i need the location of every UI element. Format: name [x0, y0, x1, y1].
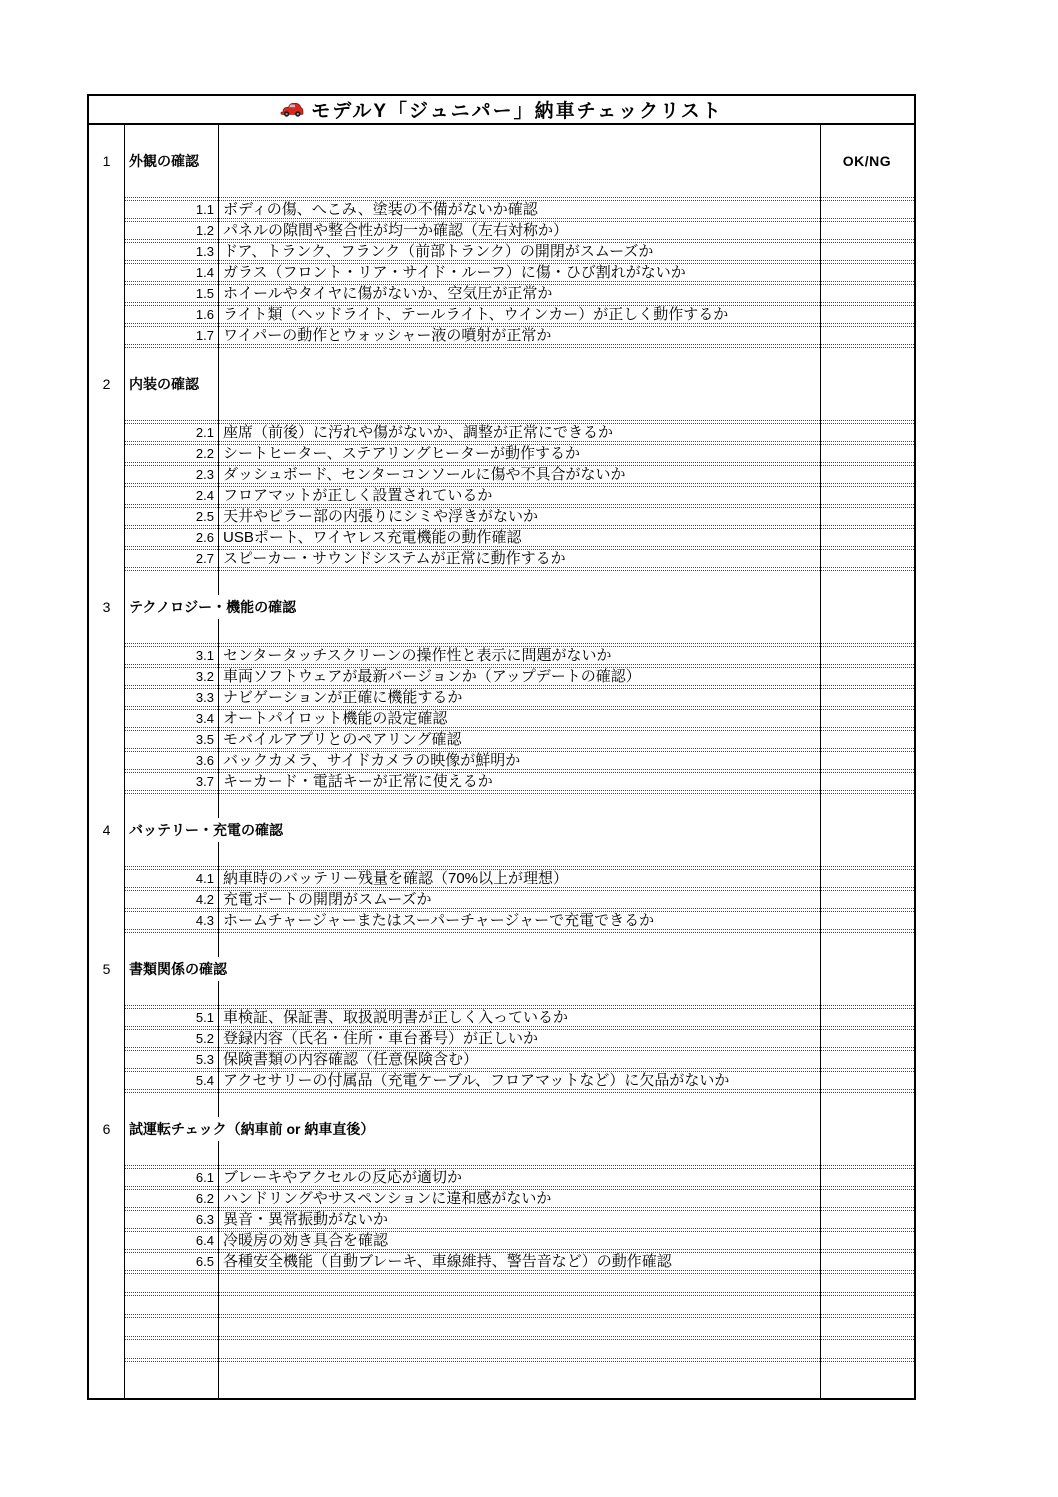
checklist-item-row [89, 285, 914, 302]
item-number: 3.1 [195, 648, 214, 663]
red-car-icon [280, 102, 304, 118]
result-header [820, 794, 914, 866]
checklist-item-row [89, 1190, 914, 1207]
item-text: アクセサリーの付属品（充電ケーブル、フロアマットなど）に欠品がないか [223, 1072, 730, 1089]
result-cell [820, 752, 914, 769]
item-text: バックカメラ、サイドカメラの映像が鮮明か [223, 752, 521, 769]
item-text: ナビゲーションが正確に機能するか [223, 689, 463, 706]
result-cell [820, 264, 914, 281]
item-text: フロアマットが正しく設置されているか [223, 487, 493, 504]
result-cell [820, 870, 914, 887]
checklist-title: モデルY「ジュニパー」納車チェックリスト [311, 101, 723, 122]
checklist-item-row [89, 327, 914, 344]
checklist-item-row [89, 891, 914, 908]
row-gutter [89, 264, 124, 281]
item-text: キーカード・電話キーが正常に使えるか [223, 773, 493, 790]
item-number: 5.2 [195, 1031, 214, 1046]
item-text: ボディの傷、へこみ、塗装の不備がないか確認 [223, 201, 538, 218]
checklist-item-row [89, 1009, 914, 1026]
checklist-item-row [89, 1072, 914, 1089]
item-text: USBポート、ワイヤレス充電機能の動作確認 [223, 529, 522, 546]
item-text: 座席（前後）に汚れや傷がないか、調整が正常にできるか [223, 424, 614, 441]
section-title: バッテリー・充電の確認 [129, 818, 290, 842]
item-text: ダッシュボード、センターコンソールに傷や不具合がないか [223, 466, 626, 483]
item-number: 1.2 [195, 223, 214, 238]
section-title-cell [124, 933, 820, 1005]
result-cell [820, 201, 914, 218]
row-gutter [89, 689, 124, 706]
item-text: スピーカー・サウンドシステムが正常に動作するか [223, 550, 566, 567]
checklist-sheet [87, 94, 916, 1400]
result-cell [820, 529, 914, 546]
item-number: 2.6 [195, 530, 214, 545]
item-text: 納車時のバッテリー残量を確認（70%以上が理想） [223, 870, 569, 887]
result-cell [820, 1009, 914, 1026]
checklist-item-row [89, 1232, 914, 1249]
item-number: 5.4 [195, 1073, 214, 1088]
row-gutter [89, 668, 124, 685]
item-number: 6.4 [195, 1233, 214, 1248]
empty-row [89, 1274, 914, 1292]
checklist-item-row [89, 306, 914, 323]
row-gutter [89, 870, 124, 887]
title-row [89, 96, 914, 125]
item-text: ブレーキやアクセルの反応が適切か [223, 1169, 462, 1186]
result-cell [820, 1190, 914, 1207]
checklist-item-row [89, 1051, 914, 1068]
row-gutter [89, 508, 124, 525]
result-header [820, 348, 914, 420]
result-header: OK/NG [842, 153, 892, 169]
item-number: 1.4 [195, 265, 214, 280]
row-gutter [89, 550, 124, 567]
result-cell [820, 1253, 914, 1270]
item-number: 2.2 [195, 446, 214, 461]
checklist-item-row [89, 508, 914, 525]
result-cell [820, 306, 914, 323]
checklist-item-row [89, 710, 914, 727]
section-header-row [89, 348, 914, 420]
checklist-item-row [89, 647, 914, 664]
result-cell [820, 550, 914, 567]
item-number: 1.6 [195, 307, 214, 322]
item-number: 1.3 [195, 244, 214, 259]
section-number: 5 [102, 961, 111, 977]
result-cell [820, 1232, 914, 1249]
item-number: 2.5 [195, 509, 214, 524]
checklist-item-row [89, 870, 914, 887]
item-number: 3.6 [195, 753, 214, 768]
item-number: 3.5 [195, 732, 214, 747]
row-gutter [89, 445, 124, 462]
result-header [820, 1093, 914, 1165]
item-text: 登録内容（氏名・住所・車台番号）が正しいか [223, 1030, 539, 1047]
row-gutter [89, 752, 124, 769]
result-cell [820, 327, 914, 344]
row-gutter [89, 1169, 124, 1186]
checklist-item-row [89, 487, 914, 504]
result-cell [820, 222, 914, 239]
result-cell [820, 1030, 914, 1047]
item-number: 3.3 [195, 690, 214, 705]
empty-row [89, 1362, 914, 1398]
section-title: 内装の確認 [129, 372, 206, 396]
result-cell [820, 710, 914, 727]
row-gutter [89, 1190, 124, 1207]
row-gutter [89, 710, 124, 727]
column-divider-b-c [218, 125, 219, 1398]
row-gutter [89, 891, 124, 908]
row-gutter [89, 466, 124, 483]
checklist-item-row [89, 912, 914, 929]
section-number: 2 [102, 376, 111, 392]
row-gutter [89, 201, 124, 218]
result-cell [820, 773, 914, 790]
item-number: 1.7 [195, 328, 214, 343]
result-cell [820, 1072, 914, 1089]
item-text: オートパイロット機能の設定確認 [223, 710, 448, 727]
result-cell [820, 285, 914, 302]
item-text: ホイールやタイヤに傷がないか、空気圧が正常か [223, 285, 553, 302]
section-header-row [89, 1093, 914, 1165]
checklist-item-row [89, 529, 914, 546]
checklist-grid [89, 125, 914, 1398]
row-gutter [89, 327, 124, 344]
item-number: 6.5 [195, 1254, 214, 1269]
result-cell [820, 891, 914, 908]
row-gutter [89, 1232, 124, 1249]
result-cell [820, 668, 914, 685]
row-gutter [89, 424, 124, 441]
row-gutter [89, 243, 124, 260]
result-cell [820, 508, 914, 525]
row-gutter [89, 306, 124, 323]
checklist-item-row [89, 222, 914, 239]
section-header-row [89, 571, 914, 643]
item-number: 6.2 [195, 1191, 214, 1206]
section-title: 書類関係の確認 [129, 957, 234, 981]
item-text: 保険書類の内容確認（任意保険含む） [223, 1051, 479, 1068]
item-number: 5.1 [195, 1010, 214, 1025]
row-gutter [89, 1253, 124, 1270]
section-title: テクノロジー・機能の確認 [129, 595, 303, 619]
result-cell [820, 466, 914, 483]
item-number: 5.3 [195, 1052, 214, 1067]
item-text: ドア、トランク、フランク（前部トランク）の開閉がスムーズか [223, 243, 654, 260]
item-text: 冷暖房の効き具合を確認 [223, 1232, 389, 1249]
row-gutter [89, 773, 124, 790]
result-cell [820, 647, 914, 664]
item-number: 1.1 [195, 202, 214, 217]
row-gutter [89, 731, 124, 748]
row-gutter [89, 1072, 124, 1089]
item-number: 4.3 [195, 913, 214, 928]
item-number: 3.2 [195, 669, 214, 684]
row-gutter [89, 222, 124, 239]
item-text: モバイルアプリとのペアリング確認 [223, 731, 462, 748]
checklist-item-row [89, 1169, 914, 1186]
result-cell [820, 1211, 914, 1228]
result-cell [820, 1051, 914, 1068]
checklist-item-row [89, 243, 914, 260]
item-text: ワイパーの動作とウォッシャー液の噴射が正常か [223, 327, 552, 344]
row-gutter [89, 1211, 124, 1228]
item-text: ホームチャージャーまたはスーパーチャージャーで充電できるか [223, 912, 655, 929]
column-divider-a-b [124, 125, 125, 1398]
item-text: ガラス（フロント・リア・サイド・ルーフ）に傷・ひび割れがないか [223, 264, 686, 281]
section-title-cell [124, 348, 820, 420]
result-cell [820, 445, 914, 462]
row-gutter [89, 285, 124, 302]
result-cell [820, 912, 914, 929]
item-number: 4.2 [195, 892, 214, 907]
item-number: 1.5 [195, 286, 214, 301]
checklist-item-row [89, 773, 914, 790]
checklist-item-row [89, 668, 914, 685]
result-cell [820, 487, 914, 504]
section-number: 4 [102, 822, 111, 838]
item-number: 2.4 [195, 488, 214, 503]
item-number: 3.7 [195, 774, 214, 789]
checklist-item-row [89, 466, 914, 483]
result-header [820, 933, 914, 1005]
row-gutter [89, 529, 124, 546]
item-text: ライト類（ヘッドライト、テールライト、ウインカー）が正しく動作するか [223, 306, 729, 323]
row-gutter [89, 487, 124, 504]
item-text: シートヒーター、ステアリングヒーターが動作するか [223, 445, 581, 462]
item-number: 6.3 [195, 1212, 214, 1227]
row-gutter [89, 1051, 124, 1068]
section-title-cell [124, 1093, 820, 1165]
empty-row [89, 1318, 914, 1336]
section-number: 3 [102, 599, 111, 615]
section-title: 試運転チェック（納車前 or 納車直後） [129, 1117, 381, 1141]
item-text: 各種安全機能（自動ブレーキ、車線維持、警告音など）の動作確認 [223, 1253, 672, 1270]
item-text: 車検証、保証書、取扱説明書が正しく入っているか [223, 1009, 569, 1026]
result-cell [820, 243, 914, 260]
section-header-row [89, 125, 914, 197]
result-cell [820, 689, 914, 706]
result-header [820, 571, 914, 643]
empty-row [89, 1340, 914, 1358]
checklist-item-row [89, 201, 914, 218]
item-text: パネルの隙間や整合性が均一か確認（左右対称か） [223, 222, 569, 239]
section-title-cell [124, 571, 820, 643]
row-gutter [89, 1030, 124, 1047]
checklist-item-row [89, 424, 914, 441]
checklist-item-row [89, 752, 914, 769]
item-number: 2.3 [195, 467, 214, 482]
item-number: 4.1 [195, 871, 214, 886]
checklist-item-row [89, 264, 914, 281]
item-number: 2.7 [195, 551, 214, 566]
item-text: ハンドリングやサスペンションに違和感がないか [223, 1190, 552, 1207]
empty-row [89, 1296, 914, 1314]
item-number: 2.1 [195, 425, 214, 440]
column-divider-c-d [820, 125, 821, 1398]
row-gutter [89, 1009, 124, 1026]
item-number: 3.4 [195, 711, 214, 726]
checklist-item-row [89, 1253, 914, 1270]
result-cell [820, 731, 914, 748]
row-gutter [89, 647, 124, 664]
item-number: 6.1 [195, 1170, 214, 1185]
section-number: 6 [102, 1121, 111, 1137]
item-text: 車両ソフトウェアが最新バージョンか（アップデートの確認） [223, 668, 641, 685]
section-header-row [89, 933, 914, 1005]
result-cell [820, 1169, 914, 1186]
item-text: 充電ポートの開閉がスムーズか [223, 891, 432, 908]
item-text: 天井やピラー部の内張りにシミや浮きがないか [223, 508, 539, 525]
checklist-item-row [89, 1030, 914, 1047]
checklist-item-row [89, 445, 914, 462]
section-number: 1 [102, 153, 111, 169]
checklist-item-row [89, 550, 914, 567]
checklist-item-row [89, 1211, 914, 1228]
item-text: 異音・異常振動がないか [223, 1211, 389, 1228]
checklist-item-row [89, 731, 914, 748]
result-cell [820, 424, 914, 441]
section-title-cell [124, 794, 820, 866]
row-gutter [89, 912, 124, 929]
section-title-cell [124, 125, 820, 197]
checklist-item-row [89, 689, 914, 706]
item-text: センタータッチスクリーンの操作性と表示に問題がないか [223, 647, 612, 664]
section-title: 外観の確認 [129, 149, 206, 173]
section-header-row [89, 794, 914, 866]
